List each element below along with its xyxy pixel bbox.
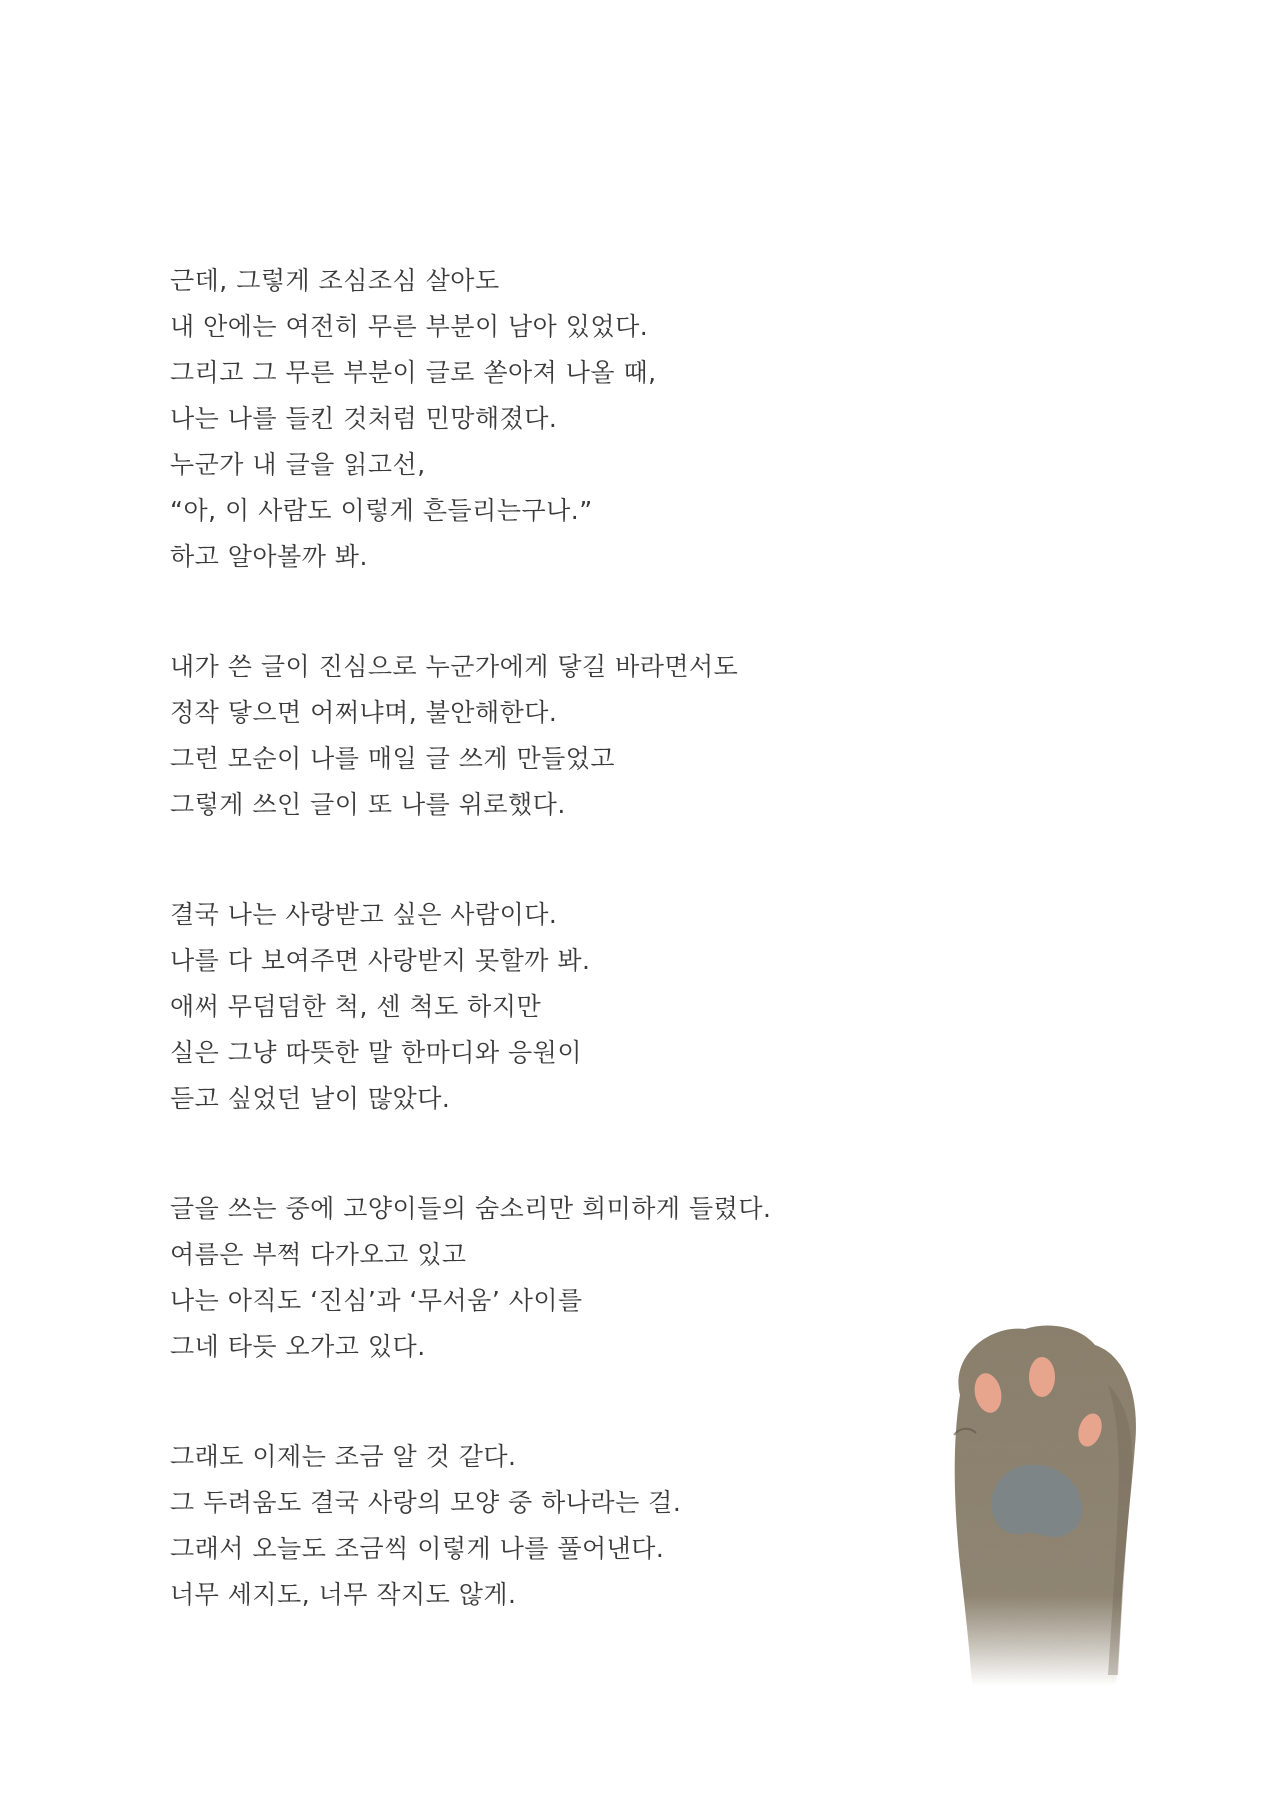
poem-line: 애써 무덤덤한 척, 센 척도 하지만 xyxy=(170,992,542,1021)
poem-line: 그런 모순이 나를 매일 글 쓰게 만들었고 xyxy=(170,744,616,773)
cat-paw-icon xyxy=(930,1315,1145,1685)
poem-line: 그네 타듯 오가고 있다. xyxy=(170,1332,426,1361)
stanza-4 xyxy=(170,1186,1050,1370)
poem-line: 그렇게 쓰인 글이 또 나를 위로했다. xyxy=(170,790,566,819)
stanza-5 xyxy=(170,1434,1050,1618)
poem-line: 누군가 내 글을 읽고선, xyxy=(170,450,426,479)
stanza-1 xyxy=(170,258,1050,580)
poem-line: 글을 쓰는 중에 고양이들의 숨소리만 희미하게 들렸다. xyxy=(170,1194,772,1223)
poem-line: 그래서 오늘도 조금씩 이렇게 나를 풀어낸다. xyxy=(170,1534,665,1563)
poem-line: 내 안에는 여전히 무른 부분이 남아 있었다. xyxy=(170,312,649,341)
poem-line: 너무 세지도, 너무 작지도 않게. xyxy=(170,1580,517,1609)
poem-line: 나는 나를 들킨 것처럼 민망해졌다. xyxy=(170,404,558,433)
poem-line: 듣고 싶었던 날이 많았다. xyxy=(170,1084,451,1113)
poem-line: “아, 이 사람도 이렇게 흔들리는구나.” xyxy=(170,496,593,525)
poem-line: 내가 쓴 글이 진심으로 누군가에게 닿길 바라면서도 xyxy=(170,652,739,681)
poem-line: 그리고 그 무른 부분이 글로 쏟아져 나올 때, xyxy=(170,358,657,387)
poem-line: 근데, 그렇게 조심조심 살아도 xyxy=(170,266,500,295)
poem-line: 여름은 부쩍 다가오고 있고 xyxy=(170,1240,467,1269)
poem-line: 나는 아직도 ‘진심’과 ‘무서움’ 사이를 xyxy=(170,1286,583,1315)
stanza-3 xyxy=(170,892,1050,1122)
poem-line: 실은 그냥 따뜻한 말 한마디와 응원이 xyxy=(170,1038,582,1067)
poem-line: 그래도 이제는 조금 알 것 같다. xyxy=(170,1442,517,1471)
poem-text xyxy=(170,258,1050,1682)
poem-line: 결국 나는 사랑받고 싶은 사람이다. xyxy=(170,900,558,929)
toe-bean-middle xyxy=(1029,1357,1055,1397)
poem-line: 그 두려움도 결국 사랑의 모양 중 하나라는 걸. xyxy=(170,1488,682,1517)
poem-line: 나를 다 보여주면 사랑받지 못할까 봐. xyxy=(170,946,591,975)
poem-line: 하고 알아볼까 봐. xyxy=(170,542,368,571)
stanza-2 xyxy=(170,644,1050,828)
poem-line: 정작 닿으면 어쩌냐며, 불안해한다. xyxy=(170,698,558,727)
